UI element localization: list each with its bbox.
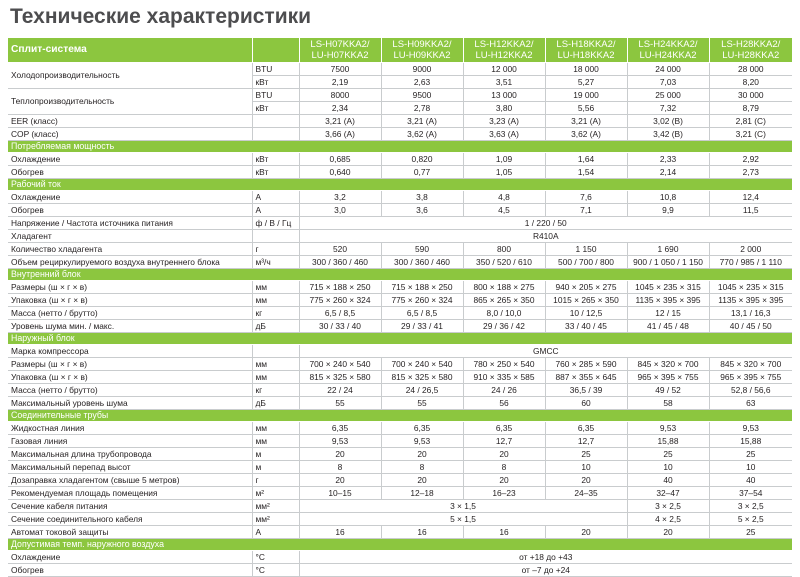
table-row: [8, 320, 792, 333]
section-title: Допустимая темп. наружного воздуха: [8, 539, 792, 551]
value-cell: 3,66 (A): [299, 128, 381, 141]
value-cell: 1135 × 395 × 395: [709, 294, 792, 307]
value-cell: 20: [545, 474, 627, 487]
value-cell: 6,35: [299, 422, 381, 435]
value-cell: 1045 × 235 × 315: [627, 281, 709, 294]
row-unit: ф / В / Гц: [252, 217, 299, 230]
row-label: Объем рециркулируемого воздуха внутреннего блока: [8, 256, 252, 269]
table-row: [8, 435, 792, 448]
value-cell: 29 / 36 / 42: [463, 320, 545, 333]
table-row: [8, 487, 792, 500]
row-label: Дозаправка хладагентом (свыше 5 метров): [8, 474, 252, 487]
value-cell: 29 / 33 / 41: [381, 320, 463, 333]
value-cell: 20: [299, 474, 381, 487]
value-cell: 700 × 240 × 540: [381, 358, 463, 371]
model-header: LS-H09KKA2/ LU-H09KKA2: [381, 38, 463, 63]
value-cell: 6,35: [463, 422, 545, 435]
row-unit: [252, 230, 299, 243]
value-cell: 845 × 320 × 700: [709, 358, 792, 371]
model-header: LS-H12KKA2/ LU-H12KKA2: [463, 38, 545, 63]
value-cell: 1,05: [463, 166, 545, 179]
row-label: Максимальный уровень шума: [8, 397, 252, 410]
value-cell: 775 × 260 × 324: [381, 294, 463, 307]
row-unit: мм: [252, 281, 299, 294]
row-unit: мм: [252, 435, 299, 448]
table-row: [8, 128, 792, 141]
value-cell: 3,0: [299, 204, 381, 217]
table-row: [8, 461, 792, 474]
value-cell: 3,21 (A): [545, 115, 627, 128]
section-title: Рабочий ток: [8, 179, 792, 191]
value-cell: 0,77: [381, 166, 463, 179]
value-cell: 37–54: [709, 487, 792, 500]
table-row: [8, 551, 792, 564]
value-cell: 965 × 395 × 755: [627, 371, 709, 384]
value-cell: 1045 × 235 × 315: [709, 281, 792, 294]
row-unit: [252, 128, 299, 141]
row-unit: кг: [252, 384, 299, 397]
page-title: Технические характеристики: [10, 5, 312, 28]
table-row: [8, 89, 792, 102]
merged-value-cell: GMCC: [299, 345, 792, 358]
merged-value-cell: от –7 до +24: [299, 564, 792, 577]
section-header-row: [8, 141, 792, 153]
row-unit: А: [252, 526, 299, 539]
row-label: Марка компрессора: [8, 345, 252, 358]
value-cell: 18 000: [545, 63, 627, 76]
value-cell: 8,20: [709, 76, 792, 89]
value-cell: 3,23 (A): [463, 115, 545, 128]
row-label: Рекомендуемая площадь помещения: [8, 487, 252, 500]
row-unit: мм: [252, 371, 299, 384]
value-cell: 2,34: [299, 102, 381, 115]
merged-value-cell: 1 / 220 / 50: [299, 217, 792, 230]
value-cell: 775 × 260 × 324: [299, 294, 381, 307]
value-cell: 49 / 52: [627, 384, 709, 397]
value-cell: 4,5: [463, 204, 545, 217]
value-cell: 2 000: [709, 243, 792, 256]
value-cell: 3,62 (A): [545, 128, 627, 141]
table-row: [8, 256, 792, 269]
row-label: Размеры (ш × г × в): [8, 358, 252, 371]
row-unit: м: [252, 448, 299, 461]
row-label: Максимальная длина трубопровода: [8, 448, 252, 461]
row-unit: м³/ч: [252, 256, 299, 269]
row-label: Автомат токовой защиты: [8, 526, 252, 539]
row-unit: кг: [252, 307, 299, 320]
table-row: [8, 307, 792, 320]
value-cell: 2,92: [709, 153, 792, 166]
value-cell: 1135 × 395 × 395: [627, 294, 709, 307]
value-cell: 12,7: [545, 435, 627, 448]
row-label: Уровень шума мин. / макс.: [8, 320, 252, 333]
table-row: [8, 115, 792, 128]
value-cell: 715 × 188 × 250: [299, 281, 381, 294]
value-cell: 25: [709, 526, 792, 539]
row-unit: дБ: [252, 320, 299, 333]
row-unit: г: [252, 474, 299, 487]
value-cell: 5,27: [545, 76, 627, 89]
value-cell: 8: [381, 461, 463, 474]
row-label: Количество хладагента: [8, 243, 252, 256]
row-unit: м: [252, 461, 299, 474]
row-unit: [252, 345, 299, 358]
value-cell: 25: [709, 448, 792, 461]
row-unit: мм: [252, 358, 299, 371]
value-cell: 24 / 26,5: [381, 384, 463, 397]
value-cell: 910 × 335 × 585: [463, 371, 545, 384]
row-unit: А: [252, 191, 299, 204]
value-cell: 11,5: [709, 204, 792, 217]
value-cell: 12 000: [463, 63, 545, 76]
value-cell: 0,820: [381, 153, 463, 166]
value-cell: 15,88: [627, 435, 709, 448]
value-cell: 1 690: [627, 243, 709, 256]
value-cell: 3,21 (A): [299, 115, 381, 128]
value-cell: 7,03: [627, 76, 709, 89]
section-header-row: [8, 539, 792, 551]
value-cell: 20: [463, 448, 545, 461]
value-cell: 940 × 205 × 275: [545, 281, 627, 294]
row-unit: °С: [252, 551, 299, 564]
value-cell: 30 / 33 / 40: [299, 320, 381, 333]
value-cell: 16–23: [463, 487, 545, 500]
merged-value-cell: 5 × 1,5: [299, 513, 627, 526]
model-header: LS-H28KKA2/ LU-H28KKA2: [709, 38, 792, 63]
row-unit: °С: [252, 564, 299, 577]
table-row: [8, 397, 792, 410]
value-cell: 10: [709, 461, 792, 474]
value-cell: 3,42 (B): [627, 128, 709, 141]
value-cell: 63: [709, 397, 792, 410]
value-cell: 9500: [381, 89, 463, 102]
value-cell: 780 × 250 × 540: [463, 358, 545, 371]
row-label: Газовая линия: [8, 435, 252, 448]
value-cell: 22 / 24: [299, 384, 381, 397]
value-cell: 40: [709, 474, 792, 487]
value-cell: 9,53: [627, 422, 709, 435]
value-cell: 60: [545, 397, 627, 410]
value-cell: 52,8 / 56,6: [709, 384, 792, 397]
table-row: [8, 513, 792, 526]
value-cell: 3,62 (A): [381, 128, 463, 141]
value-cell: 2,73: [709, 166, 792, 179]
value-cell: 12,7: [463, 435, 545, 448]
row-label: Размеры (ш × г × в): [8, 281, 252, 294]
value-cell: 845 × 320 × 700: [627, 358, 709, 371]
value-cell: 3,6: [381, 204, 463, 217]
section-header-row: [8, 269, 792, 281]
value-cell: 2,14: [627, 166, 709, 179]
value-cell: 1,09: [463, 153, 545, 166]
value-cell: 41 / 45 / 48: [627, 320, 709, 333]
table-row: [8, 358, 792, 371]
value-cell: 33 / 40 / 45: [545, 320, 627, 333]
table-row: [8, 166, 792, 179]
section-title: Наружный блок: [8, 333, 792, 345]
table-row: [8, 564, 792, 577]
value-cell: 20: [463, 474, 545, 487]
table-header-row: [8, 38, 792, 63]
value-cell: 32–47: [627, 487, 709, 500]
value-cell: 800: [463, 243, 545, 256]
value-cell: 9000: [381, 63, 463, 76]
value-cell: 715 × 188 × 250: [381, 281, 463, 294]
value-cell: 6,5 / 8,5: [299, 307, 381, 320]
table-row: [8, 422, 792, 435]
value-cell: 6,35: [545, 422, 627, 435]
value-cell: 10–15: [299, 487, 381, 500]
table-row: [8, 526, 792, 539]
value-cell: 28 000: [709, 63, 792, 76]
table-row: [8, 204, 792, 217]
value-cell: 865 × 265 × 350: [463, 294, 545, 307]
table-row: [8, 371, 792, 384]
value-cell: 770 / 985 / 1 110: [709, 256, 792, 269]
section-header-row: [8, 179, 792, 191]
value-cell: 3,51: [463, 76, 545, 89]
value-cell: 10 / 12,5: [545, 307, 627, 320]
value-cell: 3,21 (C): [709, 128, 792, 141]
value-cell: 16: [299, 526, 381, 539]
value-cell: 887 × 355 × 645: [545, 371, 627, 384]
value-cell: 19 000: [545, 89, 627, 102]
value-cell: 800 × 188 × 275: [463, 281, 545, 294]
merged-value-cell: 4 × 2,5: [627, 513, 709, 526]
row-unit: дБ: [252, 397, 299, 410]
value-cell: 2,63: [381, 76, 463, 89]
row-label: EER (класс): [8, 115, 252, 128]
table-row: [8, 243, 792, 256]
header-label: Сплит-система: [8, 38, 252, 63]
merged-value-cell: от +18 до +43: [299, 551, 792, 564]
value-cell: 3,8: [381, 191, 463, 204]
value-cell: 3,2: [299, 191, 381, 204]
value-cell: 3,21 (A): [381, 115, 463, 128]
section-header-row: [8, 333, 792, 345]
value-cell: 24–35: [545, 487, 627, 500]
value-cell: 500 / 700 / 800: [545, 256, 627, 269]
value-cell: 20: [381, 448, 463, 461]
spec-table: [8, 38, 792, 577]
value-cell: 56: [463, 397, 545, 410]
table-row: [8, 474, 792, 487]
value-cell: 20: [627, 526, 709, 539]
value-cell: 1,64: [545, 153, 627, 166]
value-cell: 815 × 325 × 580: [299, 371, 381, 384]
value-cell: 1 150: [545, 243, 627, 256]
value-cell: 350 / 520 / 610: [463, 256, 545, 269]
value-cell: 965 × 395 × 755: [709, 371, 792, 384]
value-cell: 24 / 26: [463, 384, 545, 397]
value-cell: 2,78: [381, 102, 463, 115]
row-label: Сечение кабеля питания: [8, 500, 252, 513]
table-row: [8, 191, 792, 204]
value-cell: 9,53: [299, 435, 381, 448]
row-unit: кВт: [252, 102, 299, 115]
row-label: Жидкостная линия: [8, 422, 252, 435]
value-cell: 2,33: [627, 153, 709, 166]
value-cell: 300 / 360 / 460: [299, 256, 381, 269]
row-label: Теплопроизводительность: [8, 89, 252, 115]
section-title: Соединительные трубы: [8, 410, 792, 422]
merged-value-cell: 3 × 2,5: [709, 500, 792, 513]
section-title: Потребляемая мощность: [8, 141, 792, 153]
model-header: LS-H18KKA2/ LU-H18KKA2: [545, 38, 627, 63]
row-unit: А: [252, 204, 299, 217]
row-unit: мм: [252, 422, 299, 435]
row-label: Упаковка (ш × г × в): [8, 371, 252, 384]
value-cell: 36,5 / 39: [545, 384, 627, 397]
spec-table-body: [8, 38, 792, 577]
value-cell: 6,5 / 8,5: [381, 307, 463, 320]
value-cell: 520: [299, 243, 381, 256]
value-cell: 3,02 (B): [627, 115, 709, 128]
row-unit: г: [252, 243, 299, 256]
row-label: Обогрев: [8, 564, 252, 577]
value-cell: 10,8: [627, 191, 709, 204]
value-cell: 58: [627, 397, 709, 410]
row-label: Охлаждение: [8, 191, 252, 204]
value-cell: 8: [299, 461, 381, 474]
row-label: Максимальный перепад высот: [8, 461, 252, 474]
merged-value-cell: 3 × 1,5: [299, 500, 627, 513]
value-cell: 9,9: [627, 204, 709, 217]
row-label: Хладагент: [8, 230, 252, 243]
value-cell: 20: [299, 448, 381, 461]
row-label: Масса (нетто / брутто): [8, 307, 252, 320]
row-label: Напряжение / Частота источника питания: [8, 217, 252, 230]
value-cell: 5,56: [545, 102, 627, 115]
row-unit: мм²: [252, 500, 299, 513]
table-row: [8, 448, 792, 461]
value-cell: 8000: [299, 89, 381, 102]
row-unit: м²: [252, 487, 299, 500]
value-cell: 30 000: [709, 89, 792, 102]
row-label: Сечение соединительного кабеля: [8, 513, 252, 526]
table-row: [8, 345, 792, 358]
model-header: LS-H07KKA2/ LU-H07KKA2: [299, 38, 381, 63]
value-cell: 55: [299, 397, 381, 410]
row-unit: кВт: [252, 76, 299, 89]
value-cell: 40 / 45 / 50: [709, 320, 792, 333]
value-cell: 10: [545, 461, 627, 474]
row-label: Холодопроизводительность: [8, 63, 252, 89]
value-cell: 8,79: [709, 102, 792, 115]
table-row: [8, 63, 792, 76]
value-cell: 0,640: [299, 166, 381, 179]
table-row: [8, 281, 792, 294]
row-unit: мм²: [252, 513, 299, 526]
row-label: Охлаждение: [8, 551, 252, 564]
value-cell: 7,6: [545, 191, 627, 204]
value-cell: 3,80: [463, 102, 545, 115]
value-cell: 6,35: [381, 422, 463, 435]
table-row: [8, 294, 792, 307]
row-unit: кВт: [252, 153, 299, 166]
header-unit: [252, 38, 299, 63]
row-unit: BTU: [252, 89, 299, 102]
row-label: Охлаждение: [8, 153, 252, 166]
value-cell: 12 / 15: [627, 307, 709, 320]
value-cell: 40: [627, 474, 709, 487]
value-cell: 10: [627, 461, 709, 474]
value-cell: 12–18: [381, 487, 463, 500]
value-cell: 9,53: [709, 422, 792, 435]
value-cell: 16: [381, 526, 463, 539]
value-cell: 16: [463, 526, 545, 539]
row-unit: BTU: [252, 63, 299, 76]
value-cell: 25 000: [627, 89, 709, 102]
value-cell: 1,54: [545, 166, 627, 179]
value-cell: 1015 × 265 × 350: [545, 294, 627, 307]
row-unit: кВт: [252, 166, 299, 179]
table-row: [8, 230, 792, 243]
value-cell: 0,685: [299, 153, 381, 166]
merged-value-cell: R410A: [299, 230, 792, 243]
value-cell: 9,53: [381, 435, 463, 448]
model-header: LS-H24KKA2/ LU-H24KKA2: [627, 38, 709, 63]
value-cell: 2,19: [299, 76, 381, 89]
row-label: Упаковка (ш × г × в): [8, 294, 252, 307]
value-cell: 590: [381, 243, 463, 256]
value-cell: 8: [463, 461, 545, 474]
section-title: Внутренний блок: [8, 269, 792, 281]
value-cell: 700 × 240 × 540: [299, 358, 381, 371]
value-cell: 7500: [299, 63, 381, 76]
value-cell: 300 / 360 / 460: [381, 256, 463, 269]
row-label: Масса (нетто / брутто): [8, 384, 252, 397]
table-row: [8, 500, 792, 513]
value-cell: 7,1: [545, 204, 627, 217]
value-cell: 900 / 1 050 / 1 150: [627, 256, 709, 269]
table-row: [8, 217, 792, 230]
value-cell: 4,8: [463, 191, 545, 204]
table-row: [8, 153, 792, 166]
value-cell: 13,1 / 16,3: [709, 307, 792, 320]
value-cell: 55: [381, 397, 463, 410]
value-cell: 815 × 325 × 580: [381, 371, 463, 384]
value-cell: 25: [627, 448, 709, 461]
value-cell: 7,32: [627, 102, 709, 115]
value-cell: 12,4: [709, 191, 792, 204]
value-cell: 20: [545, 526, 627, 539]
value-cell: 20: [381, 474, 463, 487]
row-label: COP (класс): [8, 128, 252, 141]
value-cell: 2,81 (C): [709, 115, 792, 128]
value-cell: 25: [545, 448, 627, 461]
value-cell: 3,63 (A): [463, 128, 545, 141]
merged-value-cell: 5 × 2,5: [709, 513, 792, 526]
merged-value-cell: 3 × 2,5: [627, 500, 709, 513]
value-cell: 15,88: [709, 435, 792, 448]
value-cell: 24 000: [627, 63, 709, 76]
value-cell: 13 000: [463, 89, 545, 102]
row-label: Обогрев: [8, 166, 252, 179]
row-unit: мм: [252, 294, 299, 307]
table-row: [8, 384, 792, 397]
section-header-row: [8, 410, 792, 422]
value-cell: 8,0 / 10,0: [463, 307, 545, 320]
row-label: Обогрев: [8, 204, 252, 217]
row-unit: [252, 115, 299, 128]
value-cell: 760 × 285 × 590: [545, 358, 627, 371]
